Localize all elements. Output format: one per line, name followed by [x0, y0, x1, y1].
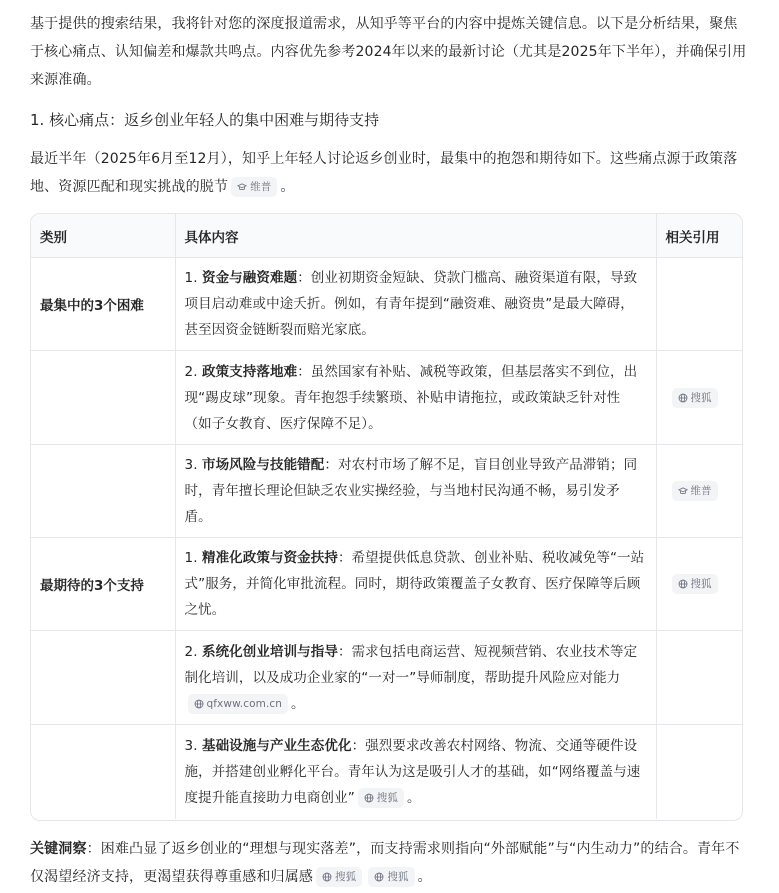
item-number: 3.	[184, 737, 202, 754]
item-title: 精准化政策与资金扶持	[201, 550, 338, 566]
item-text: ：虽然国家有补贴、减税等政策，但基层落实不到位，出现“踢皮球”现象。青年抱怨手续繁琐、补贴申请拖拉，或政策缺乏针对性（如子女教育、医疗保障不足）。	[184, 363, 638, 432]
item-end: 。	[407, 789, 421, 806]
insight-end: 。	[417, 869, 432, 885]
citation-label: 搜狐	[690, 391, 712, 404]
item-number: 3.	[184, 457, 202, 473]
item-number: 1.	[184, 550, 202, 566]
item-title: 政策支持落地难	[201, 363, 298, 380]
table-row	[31, 258, 742, 351]
category-cell: 最期待的3个支持	[31, 538, 175, 631]
item-title: 基础设施与产业生态优化	[201, 737, 352, 754]
item-title: 资金与融资难题	[201, 270, 298, 286]
globe-icon	[678, 393, 688, 403]
summary-paragraph	[30, 145, 748, 201]
header-content: 具体内容	[175, 214, 656, 258]
content-cell	[175, 538, 656, 631]
content-cell	[175, 351, 656, 445]
category-cell: 最集中的3个困难	[40, 298, 144, 314]
item-text: ：强烈要求改善农村网络、物流、交通等硬件设施，并搭建创业孵化平台。青年认为这是吸引人才的基础，如“网络覆盖与速度提升能直接助力电商创业”	[184, 737, 641, 806]
item-title: 系统化创业培训与指导	[201, 643, 338, 660]
table-row	[31, 725, 742, 819]
item-number: 2.	[184, 363, 202, 380]
content-cell	[175, 725, 656, 819]
globe-icon	[322, 872, 332, 882]
citation-label: qfxww.com.cn	[206, 697, 283, 710]
insight-label: 关键洞察	[30, 841, 87, 857]
content-cell	[175, 445, 656, 538]
globe-icon	[678, 579, 688, 589]
citation-chip[interactable]	[358, 788, 404, 808]
citation-label: 搜狐	[690, 578, 712, 590]
reference-cell	[656, 631, 742, 725]
reference-cell	[656, 538, 742, 631]
summary-text: 最近半年（2025年6月至12月），知乎上年轻人讨论返乡创业时，最集中的抱怨和期待如下。这些痛点源于政策落地、资源匹配和现实挑战的脱节	[30, 151, 738, 195]
item-number: 1.	[184, 270, 202, 286]
reference-cell	[656, 725, 742, 819]
citation-label: 搜狐	[376, 791, 398, 804]
reference-cell	[656, 258, 742, 351]
item-number: 2.	[184, 643, 202, 660]
item-text: ：需求包括电商运营、短视频营销、农业技术等定制化培训，以及成功企业家的“一对一”导师制度，帮助提升风险应对能力	[184, 643, 638, 686]
section-heading: 1. 核心痛点：返乡创业年轻人的集中困难与期待支持	[30, 111, 380, 129]
citation-chip[interactable]	[368, 867, 414, 887]
content-cell	[175, 631, 656, 725]
globe-icon	[364, 793, 374, 803]
table-header-row	[31, 214, 742, 258]
citation-label: 搜狐	[387, 871, 409, 883]
intro-paragraph: 基于提供的搜索结果，我将针对您的深度报道需求，从知乎等平台的内容中提炼关键信息。以下是分析结果，聚焦于核心痛点、认知偏差和爆款共鸣点。内容优先参考2024年以来的最新讨论（尤其是2025年下半年），并确保引用来源准确。	[30, 16, 747, 88]
category-cell	[31, 445, 175, 538]
header-references: 相关引用	[656, 214, 742, 258]
item-text: ：希望提供低息贷款、创业补贴、税收减免等“一站式”服务，并简化审批流程。同时，期待政策覆盖子女教育、医疗保障等后顾之忧。	[184, 550, 645, 618]
item-end: 。	[291, 695, 305, 712]
citation-chip[interactable]	[672, 481, 718, 501]
reference-cell	[656, 351, 742, 445]
table-row	[31, 351, 742, 445]
item-text: ：对农村市场了解不足，盲目创业导致产品滞销；同时，青年擅长理论但缺乏农业实操经验，与当地村民沟通不畅，易引发矛盾。	[184, 457, 638, 525]
summary-end: 。	[280, 179, 295, 195]
item-text: ：创业初期资金短缺、贷款门槛高、融资渠道有限，导致项目启动难或中途夭折。例如，有青年提到“融资难、融资贵”是最大障碍，甚至因资金链断裂而赔光家底。	[184, 270, 638, 338]
citation-chip[interactable]	[672, 574, 718, 594]
table-row	[31, 631, 742, 725]
header-category: 类别	[31, 214, 175, 258]
globe-icon	[374, 872, 384, 882]
table-row	[31, 538, 742, 631]
item-title: 市场风险与技能错配	[201, 457, 325, 473]
globe-icon	[194, 699, 204, 709]
citation-label: 维普	[250, 181, 272, 193]
pain-points-table	[30, 213, 743, 821]
scholar-cap-icon	[678, 486, 688, 496]
category-cell	[31, 351, 175, 445]
insight-text: ：困难凸显了返乡创业的“理想与现实落差”，而支持需求则指向“外部赋能”与“内生动力”的结合。青年不仅渴望经济支持，更渴望获得尊重感和归属感	[30, 841, 740, 885]
key-insight-paragraph	[30, 835, 748, 891]
content-cell	[175, 258, 656, 351]
reference-cell	[656, 445, 742, 538]
citation-label: 搜狐	[335, 871, 357, 883]
category-cell	[31, 631, 175, 725]
citation-chip[interactable]	[316, 867, 362, 887]
citation-chip[interactable]	[188, 694, 289, 714]
citation-chip[interactable]	[672, 388, 718, 408]
citation-label: 维普	[690, 485, 712, 497]
citation-chip[interactable]	[231, 177, 277, 197]
category-cell	[31, 725, 175, 819]
table-row	[31, 445, 742, 538]
scholar-cap-icon	[237, 182, 247, 192]
